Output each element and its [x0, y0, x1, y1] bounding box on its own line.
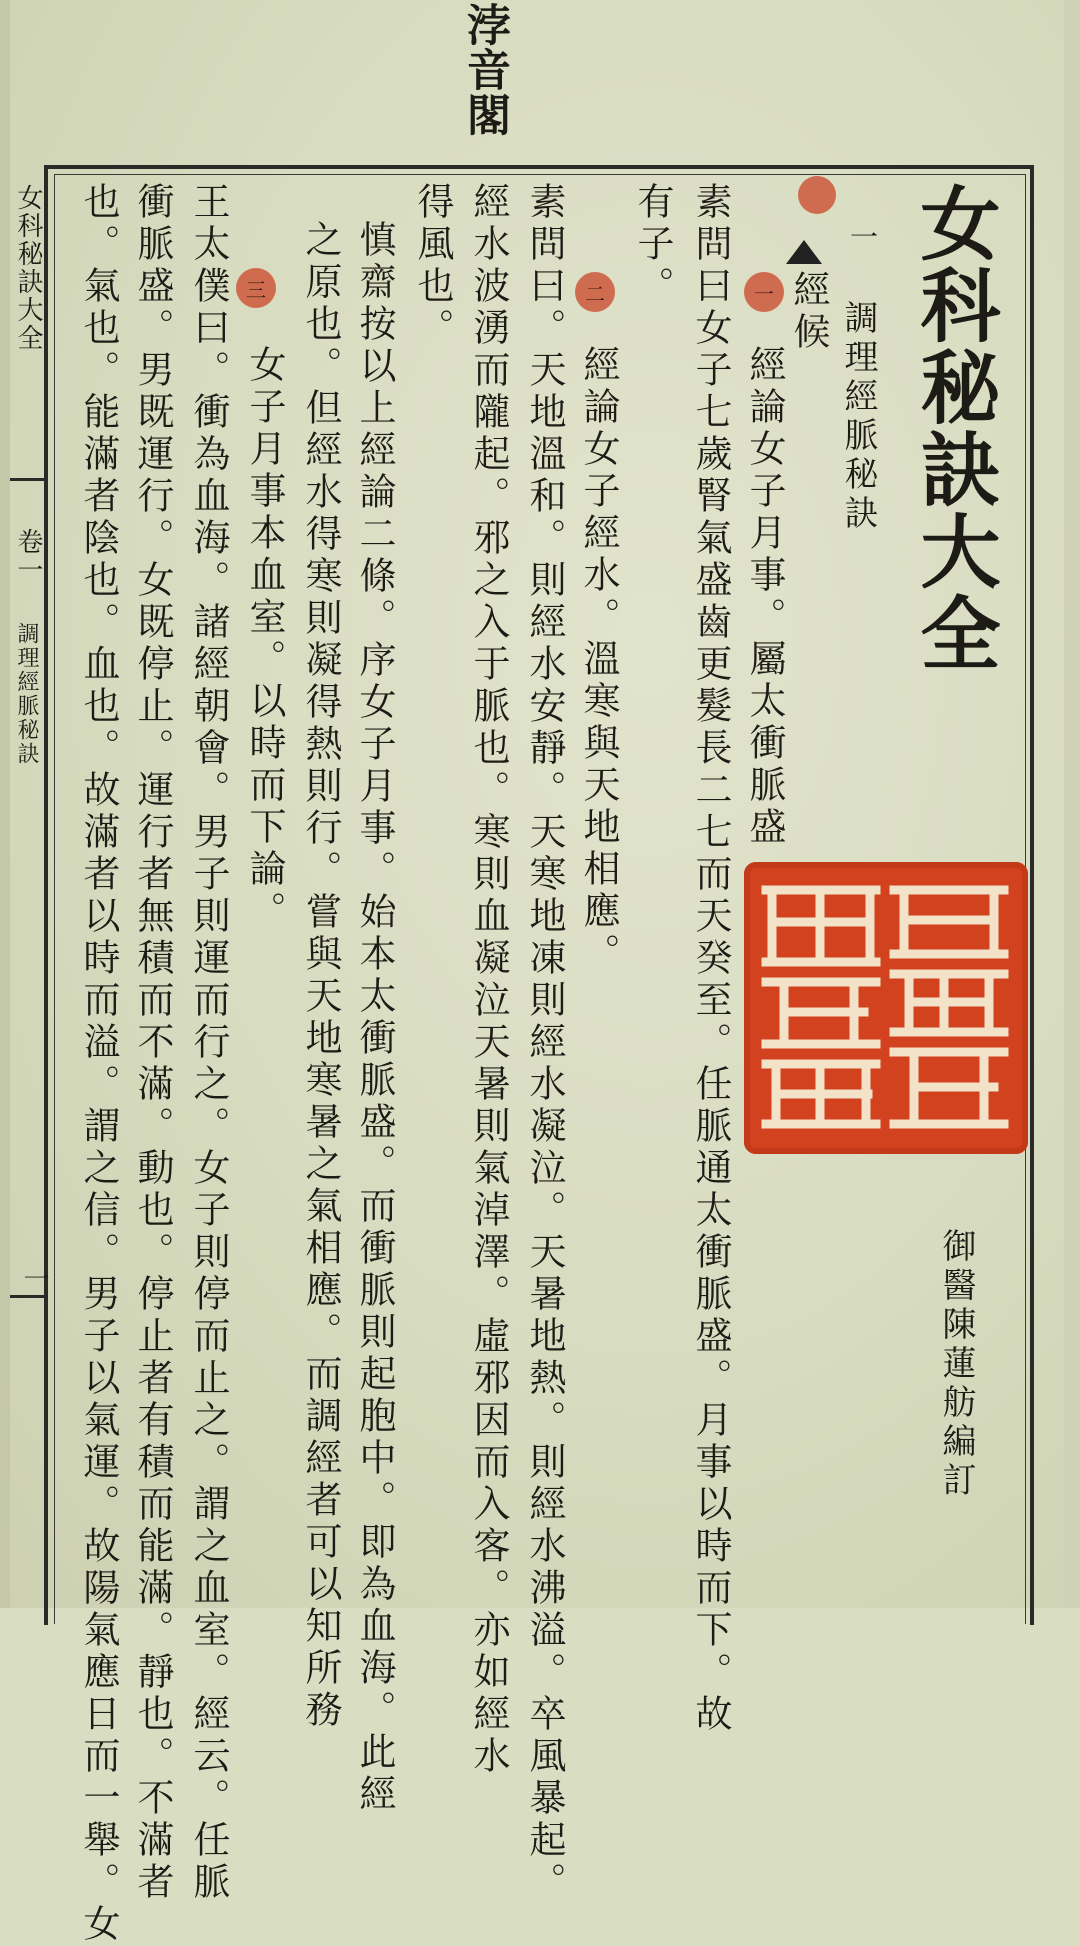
publisher-mark: 浡音閣	[459, 2, 510, 137]
page-edge-right	[1064, 0, 1080, 1608]
text-column: 女子月事本血室。以時而下論。	[243, 345, 286, 933]
text-column: 王太僕曰。衝為血海。諸經朝會。男子則運而行之。女子則停而止之。謂之血室。經云。任脈	[187, 182, 230, 1904]
text-column: 經論女子經水。溫寒與天地相應。	[577, 345, 620, 975]
margin-volume: 卷一	[13, 528, 43, 584]
text-column: 之原也。但經水得寒則凝得熱則行。嘗與天地寒暑之氣相應。而調經者可以知所務	[299, 220, 342, 1732]
chapter-number: 一	[846, 222, 879, 254]
circled-marker-one: 一	[744, 272, 784, 312]
text-column: 素問曰女子七歲腎氣盛齒更髮長二七而天癸至。任脈通太衝脈盛。月事以時而下。故	[689, 182, 732, 1736]
red-dot-icon	[798, 176, 836, 214]
editor-credit: 御醫陳蓮舫編訂	[936, 1228, 976, 1501]
text-column: 經論女子月事。屬太衝脈盛	[743, 345, 786, 849]
circled-marker-three: 三	[236, 268, 276, 308]
text-column: 經水波湧而隴起。邪之入于脈也。寒則血凝泣天暑則氣淖澤。虛邪因而入客。亦如經水	[467, 182, 510, 1778]
text-column: 衝脈盛。男既運行。女既停止。運行者無積而不滿。動也。停止者有積而能滿。靜也。不滿者	[131, 182, 174, 1904]
triangle-marker-icon	[786, 240, 822, 264]
text-column: 得風也。	[411, 182, 454, 350]
text-column: 也。氣也。能滿者陰也。血也。故滿者以時而溢。謂之信。男子以氣運。故陽氣應日而一舉。女	[77, 182, 120, 1946]
margin-section: 調理經脈秘訣	[14, 622, 39, 766]
margin-divider	[10, 1295, 44, 1298]
circled-marker-two: 二	[575, 272, 615, 312]
seal-glyphs	[744, 862, 1028, 1154]
page-number: 一	[19, 1265, 49, 1293]
book-title: 女科秘訣大全	[907, 182, 1001, 674]
chapter-title: 調理經脈秘訣	[838, 300, 878, 534]
text-column: 有子。	[631, 182, 674, 308]
red-seal-stamp	[744, 862, 1028, 1154]
text-column: 素問曰。天地溫和。則經水安靜。天寒地凍則經水凝泣。天暑地熱。則經水沸溢。卒風暴起。	[523, 182, 566, 1904]
margin-divider	[10, 478, 44, 481]
section-title: 經候	[787, 270, 830, 354]
text-column: 慎齋按以上經論二條。序女子月事。始本太衝脈盛。而衝脈則起胞中。即為血海。此經	[353, 220, 396, 1816]
margin-title: 女科秘訣大全	[13, 184, 43, 352]
page-edge-left	[0, 0, 10, 1608]
